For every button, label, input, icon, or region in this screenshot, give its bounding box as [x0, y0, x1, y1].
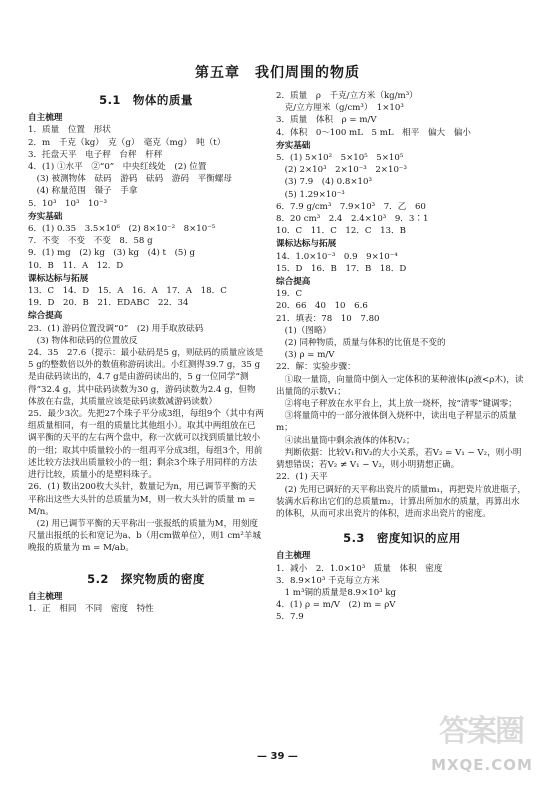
- answer-line: 3．质量 体积 ρ = m/V: [276, 115, 377, 126]
- answer-line: 1．质量 位置 形状: [28, 125, 111, 136]
- answer-line: ②将电子秤放在水平台上，其上放一烧杯，按“清零”键调零；: [276, 399, 517, 410]
- answer-line: 9．(1) mg (2) kg (3) kg (4) t (5) g: [28, 248, 195, 259]
- answer-line: 20．66 40 10 6.6: [276, 301, 368, 312]
- answer-line: 6．7.9 g/cm³ 7.9×10³ 7．乙 60: [276, 201, 426, 212]
- answer-line: 15．D 16．B 17．B 18．D: [276, 263, 407, 274]
- answer-line: 23．(1) 游码位置没调“0” (2) 用手取放砝码: [28, 323, 204, 334]
- answer-line: 1．正 相同 不同 密度 特性: [28, 603, 154, 614]
- subsection-heading: 自主梳理: [28, 591, 63, 602]
- answer-line: 8．20 cm³ 2.4 2.4×10³ 9．3∶1: [276, 214, 429, 225]
- answer-line: 5．(1) 5×10² 5×10⁵ 5×10⁵: [276, 153, 404, 164]
- answer-line: (3) 被测物体 砝码 游码 砝码 游码 平衡螺母: [28, 174, 232, 185]
- answer-line: 10．B 11．A 12．D: [28, 260, 124, 271]
- answer-line: 19．D 20．B 21．EDABC 22．34: [28, 298, 189, 309]
- subsection-heading: 夯实基础: [28, 211, 63, 222]
- answer-line: (5) 1.29×10⁻³: [276, 189, 345, 200]
- answer-line: 14．1.0×10⁻³ 0.9 9×10⁻⁴: [276, 251, 398, 262]
- answer-line: (4) 称量范围 镊子 手拿: [28, 186, 138, 197]
- subsection-heading: 课标达标与拓展: [28, 273, 89, 284]
- right-column: [276, 90, 528, 624]
- subsection-heading: 课标达标与拓展: [276, 239, 337, 250]
- subsection-heading: 综合提高: [276, 277, 311, 288]
- answer-line: 克/立方厘米（g/cm³） 1×10³: [276, 103, 404, 114]
- answer-line: 1 m³铜的质量是8.9×10³ kg: [276, 587, 397, 598]
- answer-line: (3) ρ = m/V: [276, 350, 335, 361]
- answer-line: 10．C 11．C 12．C 13．B: [276, 226, 406, 237]
- answer-line: 4．(1) ρ = m/V (2) m = ρV: [276, 600, 396, 611]
- answer-line: 3．8.9×10³ 千克每立方米: [276, 575, 380, 586]
- answer-line: 4．(1) ①水平 ②“0” 中央红线处 (2) 位置: [28, 162, 207, 173]
- answer-line: ①取一量筒，向量筒中倒入一定体积的某种液体(ρ液<ρ木)，读出量筒的示数V₁；: [276, 374, 524, 397]
- section-title: 5.3 密度知识的应用: [343, 531, 461, 546]
- left-column: [28, 90, 264, 615]
- watermark-mark: 答案圈: [439, 714, 523, 749]
- answer-line: 26．(1) 数出200枚大头针，数量记为n，用已调节平衡的天平称出这些大头针的总质量为M，则一枚大头针的质量 m = M/n。: [28, 482, 259, 517]
- answer-line: 6．(1) 0.35 3.5×10⁶ (2) 8×10⁻² 8×10⁻⁵: [28, 224, 216, 235]
- answer-line: (2) 同种物质，质量与体积的比值是不变的: [276, 338, 446, 349]
- answer-line: 3．托盘天平 电子秤 台秤 杆秤: [28, 149, 163, 160]
- subsection-heading: 综合提高: [28, 311, 63, 322]
- answer-line: (1)（图略）: [276, 325, 332, 336]
- spacer: [28, 555, 264, 569]
- answer-line: (3) 7.9 (4) 0.8×10³: [276, 177, 372, 188]
- answer-line: (2) 用已调节平衡的天平称出一张报纸的质量为M，用刻度尺量出报纸的长和宽记为a、b（用cm做单位），则1 cm²羊城晚报的质量为 m = M/ab。: [28, 518, 261, 554]
- section-title: 5.1 物体的质量: [99, 93, 193, 107]
- answer-line: 7．不变 不变 不变 8．58 g: [28, 236, 153, 247]
- answer-line: 2．m 千克（kg） 克（g） 毫克（mg） 吨（t）: [28, 137, 226, 148]
- subsection-heading: 自主梳理: [28, 113, 63, 124]
- answer-line: 判断依据：比较V₁和V₂的大小关系，若V₂ = V₁ − V₂，则小明猜想错误；若V₂ ≠ V₁ − V₂，则小明猜想正确。: [276, 447, 522, 471]
- subsection-heading: 自主梳理: [276, 551, 311, 562]
- answer-line: (3) 物体和砝码的位置放反: [28, 335, 138, 346]
- answer-line: 22．(1) 天平: [276, 472, 328, 483]
- chapter-title: 第五章 我们周围的物质: [195, 65, 360, 81]
- watermark-logo: [418, 712, 544, 780]
- answer-line: ④读出量筒中剩余液体的体积V₂；: [276, 435, 415, 446]
- answer-line: 21．填表：78 10 7.80: [276, 313, 380, 324]
- answer-line: 22．解：实验步骤：: [276, 362, 356, 373]
- answer-line: (2) 先用已调好的天平称出瓷片的质量m₁，再把瓷片放进瓶子，装满水后称出它们的总质量m₂，计算出所加水的质量，再算出水的体积，从而可求出瓷片的体积，进而求出瓷片的密度。: [276, 484, 526, 519]
- answer-line: 24．35 27.6（提示：最小砝码是5 g，则砝码的质量应该是5 g的整数倍以外的数值称游码读出。小红测得39.7 g，35 g是由砝码读出的，4.7 g是由游码读出的，5 g一位同学“测得”32.4 g，其中砝码读数为30 g，游码读数为2.4 g，但物体放在右盘，其质量应该是砝码读数减游码读数）: [28, 348, 264, 407]
- section-title: 5.2 探究物质的密度: [87, 571, 205, 586]
- answer-line: 1．减小 2．1.0×10³ 质量 体积 密度: [276, 563, 443, 574]
- answer-line: (2) 2×10³ 2×10⁻³ 2×10⁻³: [276, 165, 407, 176]
- answer-line: 5．10³ 10³ 10⁻³: [28, 198, 107, 209]
- answer-line: 25．最少3次。先把27个珠子平分成3组，每组9个（其中有两组质量相同，有一组的质量比其他组小）。取其中两组放在已调平衡的天平的左右两个盘中，称一次就可以找到质量比较小的一组；取其中质量较小的一组再平分成3组，每组3个，用前述比较方法找出质量较小的一组；剩余3个珠子用同样的方法进行比较，质量小的是塑料珠子。: [28, 409, 264, 481]
- answer-line: 4．体积 0～100 mL 5 mL 相平 偏大 偏小: [276, 127, 471, 138]
- answer-line: ③将量筒中的一部分液体倒入烧杯中，读出电子秤显示的质量m；: [276, 411, 517, 434]
- answer-line: 2．质量 ρ 千克/立方米（kg/m³）: [276, 91, 418, 101]
- watermark-text: MXQE.COM: [431, 756, 533, 774]
- answer-line: 19．C: [276, 289, 303, 300]
- subsection-heading: 夯实基础: [276, 140, 311, 151]
- answer-line: 13．C 14．D 15．A 16．A 17．A 18．C: [28, 286, 227, 297]
- spacer: [276, 520, 528, 528]
- page-number: — 39 —: [257, 751, 298, 762]
- answer-line: 5．7.9: [276, 612, 304, 623]
